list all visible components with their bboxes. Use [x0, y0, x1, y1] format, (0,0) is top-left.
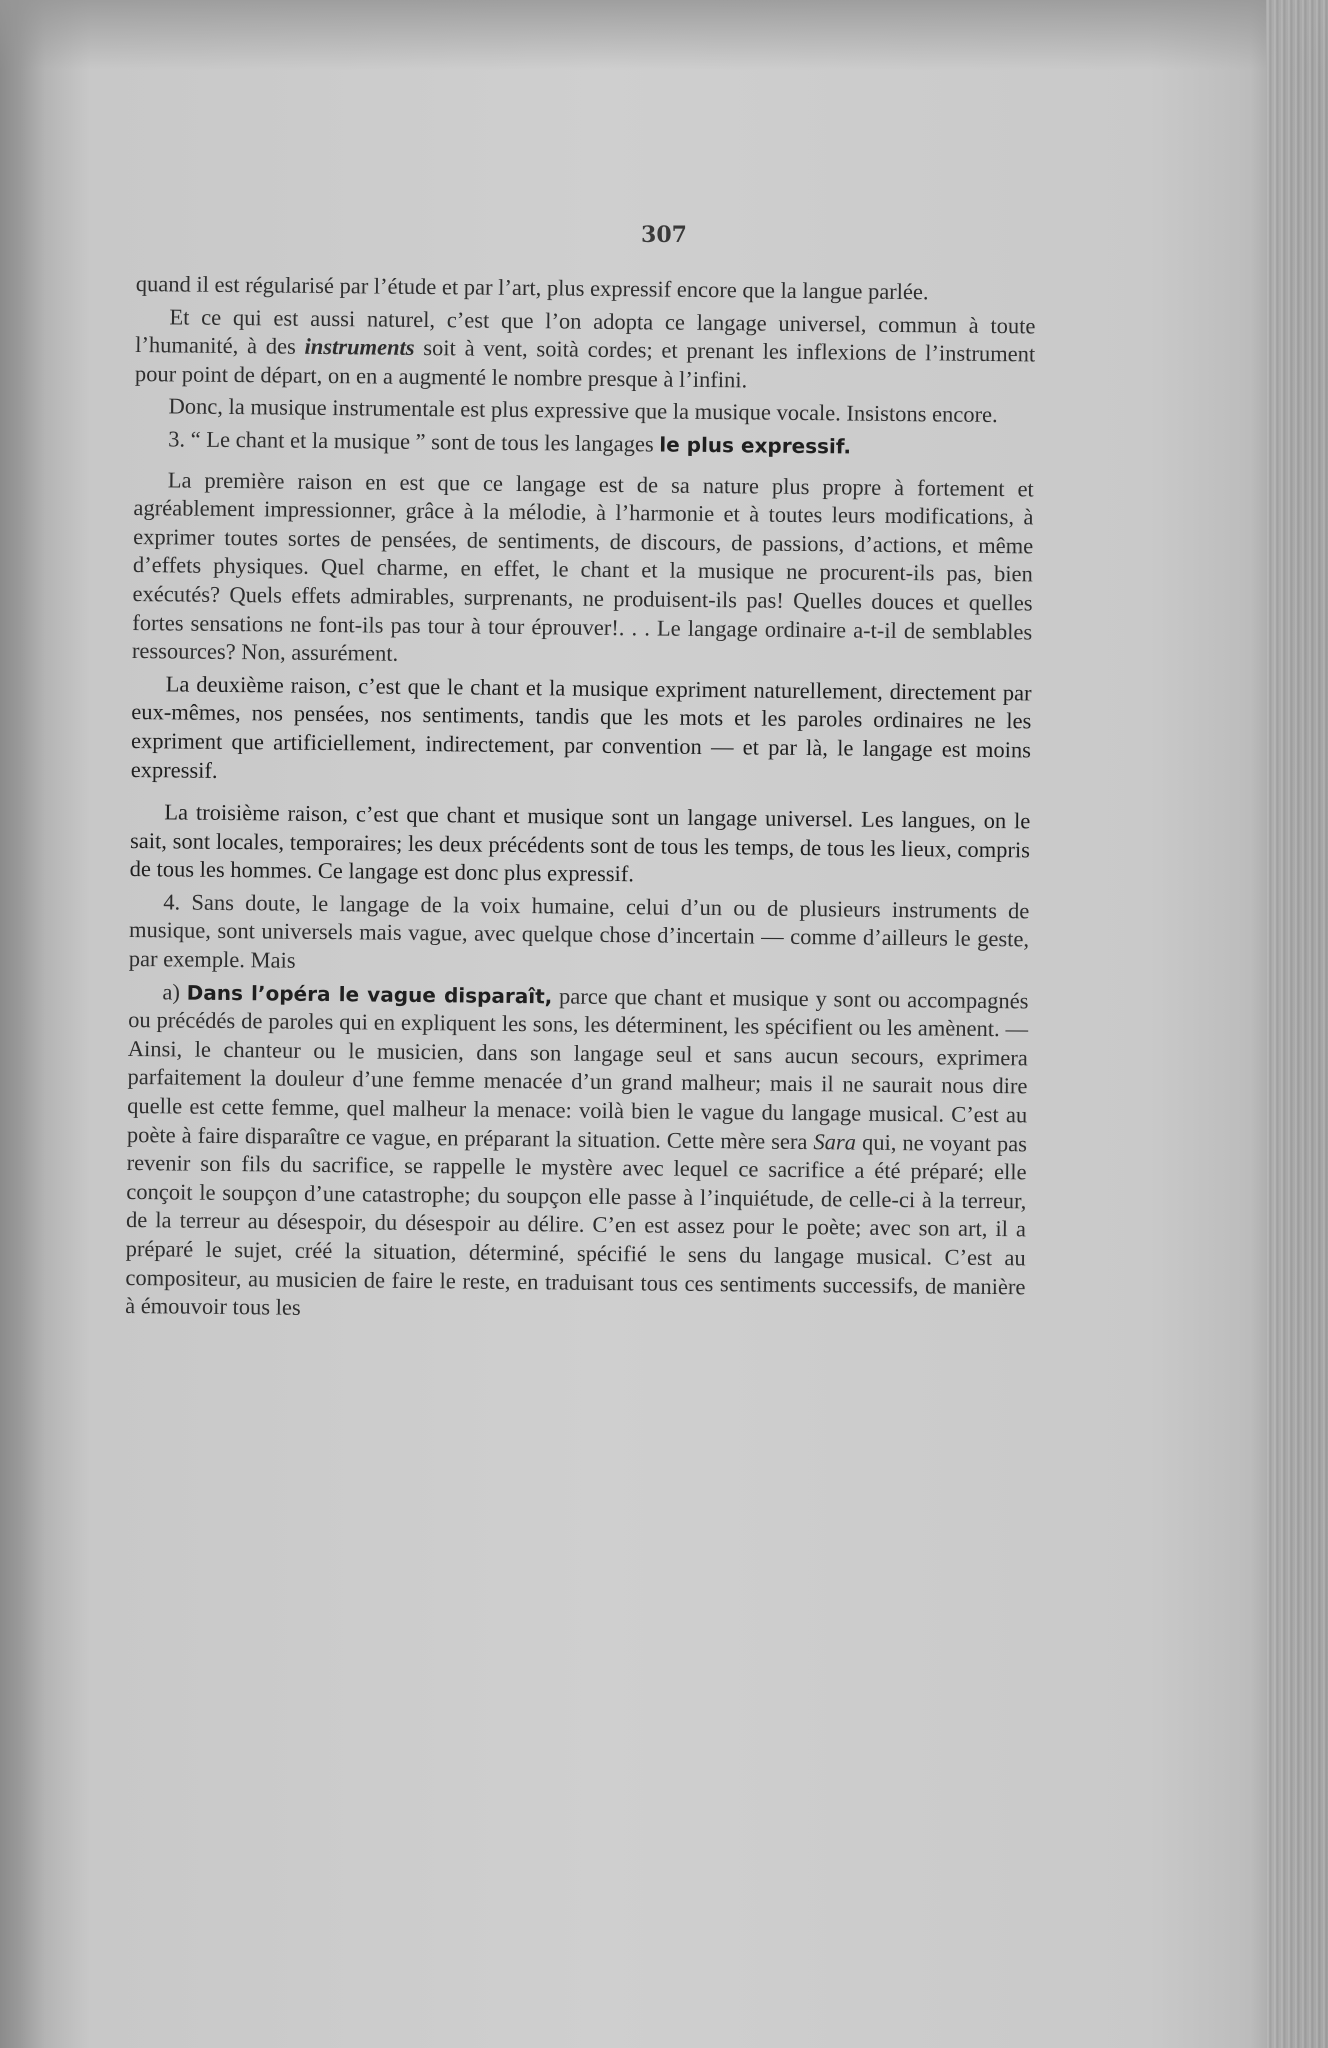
paragraph-point-3 [134, 425, 1034, 463]
text-segment: Et ce qui est aussi naturel, c’est que l’on adopta ce langage universel, commun à toute l’humanité, à des [135, 303, 1036, 359]
emphasis-instruments: instruments [304, 333, 415, 361]
text-segment: soit à vent, soità cordes; et prenant les inflexions de l’instrument pour point de départ, on en a augmenté le nombre presque à l’infini. [134, 335, 1036, 393]
text-segment: 4. Sans doute, le langage de la voix humaine, celui d’un ou de plusieurs instruments de musique, sont universels mais vague, avec quelque chose d’incertain — comme d’ailleurs le geste, par exemple. Mais [128, 889, 1030, 973]
text-segment: La deuxième raison, c’est que le chant et la musique expriment naturellement, directement par eux-mêmes, nos pensées, nos sentiments, tandis que les mots et les paroles ordinaires ne les expriment que artificiellement, indirectement, par convention — et par là, le langage est moins expressif. [130, 671, 1032, 783]
text-segment: Donc, la musique instrumentale est plus expressive que la musique vocale. Insistons encore. [168, 393, 998, 428]
scan-shadow [0, 0, 1328, 70]
book-page-edges [1266, 0, 1328, 2048]
text-segment: quand il est régularisé par l’étude et par l’art, plus expressif encore que la langue parlée. [135, 270, 929, 305]
paragraph-third-reason [130, 798, 1031, 893]
text-segment: a) [162, 978, 187, 1005]
paragraph-point-4 [129, 888, 1030, 983]
paragraph-first-reason [132, 466, 1034, 676]
text-segment: La troisième raison, c’est que chant et musique sont un langage universel. Les langues, on le sait, sont locales, temporaires; les deux précédents sont de tous les temps, de tous les lieux, compris de tous les hommes. Ce langage est donc plus expressif. [129, 799, 1031, 887]
bold-heading: Dans l’opéra le vague disparaît, [186, 980, 553, 1009]
text-segment: qui, ne voyant pas revenir son fils du sacrifice, se rappelle le mystère avec lequel ce sacrifice a été préparé; elle conçoit le soupçon d’une catastrophe; du soupçon elle passe à l’inquiétude, de celle-ci à la terreur, de la terreur au désespoir, du désespoir au délire. C’en est assez pour le poète; avec son art, il a préparé le sujet, créé la situation, déterminé, spécifié le sens du langage musical. C’est au compositeur, au musicien de faire le reste, en traduisant tous ces sentiments successifs, de manière à émouvoir tous les [125, 1129, 1028, 1320]
paragraph-instruments [135, 303, 1036, 398]
italic-name-sara: Sara [813, 1128, 857, 1155]
paragraph-conclusion [134, 392, 1034, 430]
text-segment: parce que chant et musique y sont ou accompagnés ou précédés de paroles qui en expliquent les sons, les déterminent, les spécifient ou les amènent. — Ainsi, le chanteur ou le musicien, dans son langage seul et sans aucun secours, exprimera parfaitement la douleur d’une femme menacée d’un grand malheur; mais il ne saurait nous dire quelle est cette femme, quel malheur la menace: voilà bien le vague du langage musical. C’est au poète à faire disparaître ce vague, en préparant la situation. Cette mère sera [126, 983, 1029, 1154]
page-number: 307 [641, 222, 687, 248]
text-segment: 3. “ Le chant et la musique ” sont de tous les langages [168, 426, 660, 457]
bold-heading: le plus expressif. [659, 432, 852, 459]
paragraph-opera [125, 978, 1029, 1331]
body-text [125, 270, 1036, 1334]
text-segment: La première raison en est que ce langage est de sa nature plus propre à fortement et agréablement impressionner, grâce à la mélodie, à l’harmonie et à toutes leurs modifications, à exprimer toutes sortes de pensées, de sentiments, de discours, de passions, d’actions, et même d’effets physiques. Quel charme, en effet, le chant et la musique ne procurent-ils pas, bien exécutés? Quels effets admirables, surprenants, ne produisent-ils pas! Quelles douces et quelles fortes sensations ne font-ils pas tour à tour éprouver!. . . Le langage ordinaire a-t-il de semblables ressources? Non, assurément. [131, 466, 1034, 666]
paragraph-second-reason [131, 670, 1032, 794]
paragraph-continuation [136, 270, 1036, 308]
